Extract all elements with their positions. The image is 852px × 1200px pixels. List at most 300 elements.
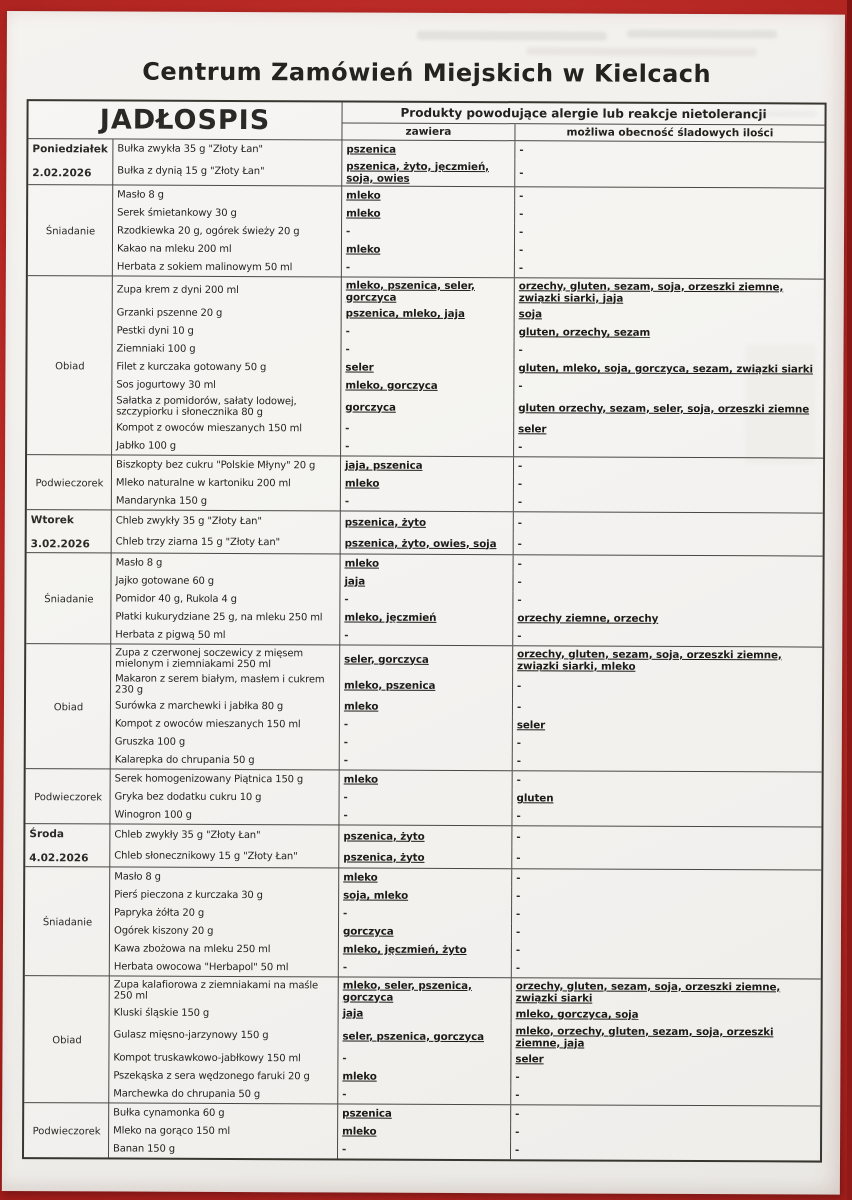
traces-cell xyxy=(515,223,824,242)
food-cell: Papryka żółta 20 g xyxy=(110,903,339,922)
menu-item-row xyxy=(112,436,823,457)
allergen-list: mleko xyxy=(346,189,381,202)
traces-cell xyxy=(515,278,824,306)
menu-item-row xyxy=(111,625,822,646)
contains-cell xyxy=(339,806,512,825)
contains-cell xyxy=(340,751,513,770)
meal-label: Śniadanie xyxy=(25,867,110,975)
contains-cell xyxy=(341,492,514,511)
food-cell: Kakao na mleku 200 ml xyxy=(113,239,342,258)
day-date: 3.02.2026 xyxy=(30,538,90,551)
contains-cell xyxy=(340,788,513,807)
no-allergen-dash: - xyxy=(343,736,349,749)
col-header-traces: możliwa obecność śladowych ilości xyxy=(566,126,774,140)
contains-cell xyxy=(339,958,512,977)
traces-cell xyxy=(515,323,824,342)
traces-cell xyxy=(515,141,824,160)
no-allergen-dash: - xyxy=(345,325,350,338)
no-allergen-dash: - xyxy=(516,755,521,768)
food-cell: Chleb zwykły 35 g "Złoty Łan" xyxy=(112,510,341,532)
traces-cell xyxy=(512,826,821,848)
no-allergen-dash: - xyxy=(517,537,522,550)
traces-cell xyxy=(513,646,822,674)
no-allergen-dash: - xyxy=(517,496,523,509)
traces-cell xyxy=(513,734,822,753)
food-cell: Zupa kalafiorowa z ziemniakami na maśle 250 ml xyxy=(110,976,339,1004)
allergen-list: seler xyxy=(345,361,374,374)
traces-cell xyxy=(513,609,822,628)
allergen-list: gorczyca xyxy=(345,400,396,414)
table-header xyxy=(28,101,824,142)
no-allergen-dash: - xyxy=(342,1052,347,1065)
menu-item-row xyxy=(110,976,821,1006)
meal-label: Obiad xyxy=(27,276,113,454)
meal-label: Obiad xyxy=(24,976,110,1102)
allergen-list: pszenica, żyto, owies, soja xyxy=(344,536,497,550)
day-header-cell xyxy=(28,139,113,184)
food-cell: Bułka zwykła 35 g "Złoty Łan" xyxy=(113,139,342,158)
contains-cell xyxy=(338,1022,511,1050)
menu-item-row xyxy=(113,157,824,187)
contains-cell xyxy=(341,554,514,573)
contains-cell xyxy=(341,419,514,438)
contains-cell xyxy=(342,158,515,186)
traces-cell xyxy=(513,789,822,808)
contains-cell xyxy=(341,511,514,533)
no-allergen-dash: - xyxy=(516,737,522,750)
contains-cell xyxy=(338,1140,511,1159)
meal-section xyxy=(25,768,821,826)
contains-cell xyxy=(339,940,512,959)
contains-cell xyxy=(342,140,515,159)
contains-cell xyxy=(342,222,515,241)
food-cell: Kalarepka do chrupania 50 g xyxy=(111,750,340,769)
traces-cell xyxy=(513,673,822,699)
contains-cell xyxy=(340,608,513,627)
food-cell: Ziemniaki 100 g xyxy=(112,339,341,358)
contains-cell xyxy=(341,358,514,377)
traces-cell xyxy=(515,205,824,224)
food-cell: Masło 8 g xyxy=(113,185,342,204)
food-cell: Banan 150 g xyxy=(109,1139,338,1158)
food-cell: Masło 8 g xyxy=(110,867,339,886)
meal-section xyxy=(26,552,822,646)
traces-cell xyxy=(512,905,821,924)
contains-cell xyxy=(339,868,512,887)
menu-item-row xyxy=(110,805,821,826)
allergen-list: pszenica xyxy=(342,1107,392,1120)
allergen-list: orzechy ziemne, orzechy xyxy=(517,612,659,625)
no-allergen-dash: - xyxy=(343,907,348,920)
contains-cell xyxy=(340,645,513,673)
allergen-list: mleko xyxy=(342,1070,377,1083)
traces-cell xyxy=(512,887,821,906)
allergen-list: seler, pszenica, gorczyca xyxy=(342,1029,485,1043)
allergen-list: soja, mleko xyxy=(343,889,409,902)
contains-cell xyxy=(341,474,514,493)
bleed-through-mark xyxy=(417,31,607,41)
food-cell: Pestki dyni 10 g xyxy=(113,321,342,340)
allergen-list: orzechy, gluten, sezam, soja, orzeszki ziemne, związki siarki xyxy=(515,979,781,1005)
food-cell: Pierś pieczona z kurczaka 30 g xyxy=(110,885,339,904)
menu-table xyxy=(22,99,827,1162)
traces-cell xyxy=(513,698,822,717)
no-allergen-dash: - xyxy=(517,576,522,589)
day-section xyxy=(28,139,824,187)
contains-cell xyxy=(339,1004,512,1023)
contains-cell xyxy=(339,922,512,941)
traces-cell xyxy=(514,395,823,421)
food-cell: Mleko naturalne w kartoniku 200 ml xyxy=(112,473,341,492)
menu-item-row xyxy=(112,491,823,512)
no-allergen-dash: - xyxy=(516,872,521,885)
traces-cell xyxy=(512,807,821,826)
menu-item-row xyxy=(109,1084,820,1105)
allergen-list: mleko, gorczyca xyxy=(345,379,438,392)
contains-cell xyxy=(341,437,514,456)
contains-cell xyxy=(339,825,512,847)
table-title: JADŁOSPIS xyxy=(28,101,342,139)
traces-cell xyxy=(511,1050,820,1069)
no-allergen-dash: - xyxy=(515,962,521,975)
food-cell: Chleb słonecznikowy 15 g "Złoty Łan" xyxy=(110,845,339,867)
contains-cell xyxy=(339,846,512,868)
section-rows xyxy=(112,455,823,512)
contains-cell xyxy=(341,376,514,395)
meal-section xyxy=(25,866,821,978)
no-allergen-dash: - xyxy=(517,516,522,529)
traces-cell xyxy=(515,187,824,206)
contains-cell xyxy=(341,532,514,554)
no-allergen-dash: - xyxy=(342,1143,347,1156)
contains-cell xyxy=(340,672,513,698)
traces-cell xyxy=(512,978,821,1006)
contains-cell xyxy=(339,904,512,923)
section-rows xyxy=(112,276,824,457)
meal-label: Podwieczorek xyxy=(27,455,112,509)
no-allergen-dash: - xyxy=(516,774,521,787)
food-cell: Sos jogurtowy 30 ml xyxy=(112,375,341,394)
section-rows xyxy=(110,769,821,826)
allergen-list: mleko, orzechy, gluten, sezam, soja, orzeszki ziemne, jaja xyxy=(515,1024,774,1050)
food-cell: Kompot z owoców mieszanych 150 ml xyxy=(112,418,341,437)
section-rows xyxy=(110,824,821,869)
col-header-contains: zawiera xyxy=(342,123,515,140)
allergen-list: mleko xyxy=(345,243,381,256)
meal-label: Śniadanie xyxy=(26,553,111,643)
contains-cell xyxy=(342,186,515,205)
allergen-list: mleko xyxy=(346,207,381,220)
menu-item-row xyxy=(112,531,823,555)
no-allergen-dash: - xyxy=(517,558,522,571)
food-cell: Serek śmietankowy 30 g xyxy=(113,203,342,222)
contains-cell xyxy=(338,1049,511,1068)
allergen-list: seler xyxy=(515,1053,544,1066)
traces-cell xyxy=(514,475,823,494)
food-cell: Sałatka z pomidorów, sałaty lodowej, szczypiorku i słonecznika 80 g xyxy=(112,393,341,419)
allergen-list: jaja xyxy=(342,1007,364,1020)
no-allergen-dash: - xyxy=(343,754,348,767)
allergen-list: orzechy, gluten, sezam, soja, orzeszki ziemne, związki siarki, jaja xyxy=(518,279,784,305)
food-cell: Kluski śląskie 150 g xyxy=(110,1003,339,1022)
food-cell: Zupa krem z dyni 200 ml xyxy=(113,276,342,304)
allergen-list: mleko, seler, pszenica, gorczyca xyxy=(342,978,472,1004)
allergen-list: mleko, pszenica xyxy=(344,678,436,692)
traces-cell xyxy=(512,869,821,888)
food-cell: Chleb zwykły 35 g "Złoty Łan" xyxy=(110,824,339,846)
section-rows xyxy=(110,867,821,978)
food-cell: Gulasz mięsno-jarzynowy 150 g xyxy=(109,1021,338,1049)
meal-label: Podwieczorek xyxy=(25,769,110,823)
food-cell: Pszekąska z sera wędzonego faruki 20 g xyxy=(109,1066,338,1085)
no-allergen-dash: - xyxy=(516,851,521,864)
bleed-through-mark xyxy=(627,30,777,39)
contains-cell xyxy=(338,1122,511,1141)
no-allergen-dash: - xyxy=(518,344,523,357)
day-date: 4.02.2026 xyxy=(29,852,89,865)
food-cell: Jabłko 100 g xyxy=(112,436,341,455)
no-allergen-dash: - xyxy=(344,629,349,642)
section-rows xyxy=(111,644,823,771)
traces-cell xyxy=(514,438,823,457)
section-rows xyxy=(109,976,821,1105)
no-allergen-dash: - xyxy=(518,262,524,275)
no-allergen-dash: - xyxy=(518,441,523,454)
traces-cell xyxy=(513,752,822,771)
allergen-list: pszenica, mleko, jaja xyxy=(345,307,465,321)
traces-cell xyxy=(513,573,822,592)
food-cell: Ogórek kiszony 20 g xyxy=(110,921,339,940)
contains-cell xyxy=(338,1067,511,1086)
contains-cell xyxy=(342,258,515,277)
no-allergen-dash: - xyxy=(519,208,524,221)
no-allergen-dash: - xyxy=(515,1126,520,1139)
no-allergen-dash: - xyxy=(516,701,522,714)
traces-cell xyxy=(512,1005,821,1024)
contains-cell xyxy=(342,277,515,305)
no-allergen-dash: - xyxy=(515,1108,520,1121)
contains-cell xyxy=(340,770,513,789)
contains-cell xyxy=(338,1104,511,1123)
food-cell: Gruszka 100 g xyxy=(111,732,340,751)
no-allergen-dash: - xyxy=(343,809,348,822)
no-allergen-dash: - xyxy=(344,495,350,508)
contains-cell xyxy=(341,340,514,359)
menu-table-body xyxy=(24,139,824,1160)
traces-cell xyxy=(514,420,823,439)
traces-cell xyxy=(514,341,823,360)
food-cell: Serek homogenizowany Piątnica 150 g xyxy=(111,769,340,788)
food-cell: Kompot z owoców mieszanych 150 ml xyxy=(111,714,340,733)
no-allergen-dash: - xyxy=(343,791,348,804)
menu-item-row xyxy=(111,671,822,699)
contains-cell xyxy=(342,240,515,259)
contains-cell xyxy=(340,590,513,609)
contains-cell xyxy=(340,697,513,716)
allergen-list: mleko xyxy=(343,700,379,713)
no-allergen-dash: - xyxy=(517,460,523,473)
food-cell: Płatki kukurydziane 25 g, na mleku 250 ml xyxy=(111,607,340,626)
bleed-through-mark xyxy=(527,47,757,56)
food-cell: Gryka bez dodatku cukru 10 g xyxy=(111,787,340,806)
no-allergen-dash: - xyxy=(342,1088,347,1101)
no-allergen-dash: - xyxy=(517,630,522,643)
traces-cell xyxy=(514,533,823,555)
food-cell: Chleb trzy ziarna 15 g "Złoty Łan" xyxy=(112,531,341,553)
meal-section xyxy=(28,184,824,278)
contains-cell xyxy=(338,1085,511,1104)
allergen-list: seler xyxy=(518,423,547,436)
allergen-list: jaja xyxy=(344,575,366,588)
food-cell: Biszkopty bez cukru "Polskie Młyny" 20 g xyxy=(112,455,341,474)
contains-cell xyxy=(340,733,513,752)
traces-cell xyxy=(513,591,822,610)
traces-cell xyxy=(512,847,821,869)
allergen-list: mleko xyxy=(344,557,380,570)
paper-sheet xyxy=(2,11,845,1195)
allergen-list: seler, gorczyca xyxy=(344,652,429,666)
allergen-list: jaja, pszenica xyxy=(344,459,423,472)
allergen-list: pszenica, żyto, jęczmień, soja, owies xyxy=(346,159,490,185)
traces-cell xyxy=(514,512,823,534)
food-cell: Bułka cynamonka 60 g xyxy=(109,1103,338,1122)
allergen-list: mleko xyxy=(342,1125,377,1138)
traces-cell xyxy=(514,457,823,476)
food-cell: Herbata z pigwą 50 ml xyxy=(111,625,340,644)
food-cell: Jajko gotowane 60 g xyxy=(111,571,340,590)
allergen-list: pszenica, żyto xyxy=(343,850,425,864)
allergen-list: soja xyxy=(518,308,542,321)
contains-cell xyxy=(342,204,515,223)
traces-cell xyxy=(514,555,823,574)
food-cell: Bułka z dynią 15 g "Złoty Łan" xyxy=(113,157,342,185)
food-cell: Makaron z serem białym, masłem i cukrem 230 g xyxy=(111,671,340,697)
traces-cell xyxy=(515,259,824,278)
food-cell: Marchewka do chrupania 50 g xyxy=(109,1084,338,1103)
food-cell: Rzodkiewka 20 g, ogórek świeży 20 g xyxy=(113,221,342,240)
contains-cell xyxy=(342,322,515,341)
contains-cell xyxy=(340,572,513,591)
no-allergen-dash: - xyxy=(519,226,524,239)
contains-cell xyxy=(339,886,512,905)
section-rows xyxy=(109,1103,820,1160)
allergy-header-group xyxy=(342,102,824,141)
allergen-list: gorczyca xyxy=(342,925,394,938)
meal-label: Obiad xyxy=(26,644,112,768)
menu-item-row xyxy=(111,644,822,674)
no-allergen-dash: - xyxy=(517,679,522,692)
day-name: Środa xyxy=(29,828,64,841)
traces-cell xyxy=(511,1023,820,1051)
page-title: Centrum Zamówień Miejskich w Kielcach xyxy=(142,57,712,89)
traces-cell xyxy=(515,159,824,187)
traces-cell xyxy=(513,627,822,646)
traces-cell xyxy=(515,305,824,324)
no-allergen-dash: - xyxy=(519,144,524,157)
allergen-list: mleko, jęczmień, żyto xyxy=(342,943,467,957)
traces-cell xyxy=(511,1068,820,1087)
meal-section xyxy=(27,275,824,457)
no-allergen-dash: - xyxy=(516,830,521,843)
allergy-header: Produkty powodujące alergie lub reakcje nietolerancji xyxy=(343,102,825,125)
food-cell: Filet z kurczaka gotowany 50 g xyxy=(112,357,341,376)
day-section xyxy=(27,509,823,555)
no-allergen-dash: - xyxy=(515,1089,520,1102)
contains-cell xyxy=(339,977,512,1005)
no-allergen-dash: - xyxy=(515,1071,520,1084)
no-allergen-dash: - xyxy=(517,594,522,607)
contains-cell xyxy=(340,626,513,645)
food-cell: Surówka z marchewki i jabłka 80 g xyxy=(111,696,340,715)
food-cell: Herbata owocowa "Herbapol" 50 ml xyxy=(110,957,339,976)
meal-label: Podwieczorek xyxy=(24,1103,109,1157)
contains-cell xyxy=(341,456,514,475)
allergen-list: mleko, jęczmień xyxy=(344,611,437,624)
contains-cell xyxy=(342,304,515,323)
traces-cell xyxy=(515,241,824,260)
no-allergen-dash: - xyxy=(346,225,351,238)
food-cell: Winogron 100 g xyxy=(110,805,339,824)
allergen-list: seler xyxy=(516,719,546,732)
traces-cell xyxy=(514,377,823,396)
no-allergen-dash: - xyxy=(515,944,521,957)
food-cell: Zupa z czerwonej soczewicy z mięsem mielonym i ziemniakami 250 ml xyxy=(111,644,340,672)
food-cell: Herbata z sokiem malinowym 50 ml xyxy=(113,257,342,276)
allergen-list: mleko xyxy=(343,773,379,786)
menu-item-row xyxy=(113,276,824,306)
day-name: Poniedziałek xyxy=(32,143,108,156)
allergen-list: gluten, orzechy, sezam xyxy=(518,326,651,339)
day-section xyxy=(25,823,821,869)
section-rows xyxy=(112,510,823,555)
allergen-list: mleko xyxy=(343,871,378,884)
no-allergen-dash: - xyxy=(515,1144,520,1157)
menu-item-row xyxy=(109,1021,820,1051)
menu-item-row xyxy=(110,845,821,869)
no-allergen-dash: - xyxy=(345,343,350,356)
contains-cell xyxy=(341,394,514,420)
no-allergen-dash: - xyxy=(342,961,348,974)
allergen-list: orzechy, gluten, sezam, soja, orzeszki ziemne, związki siarki, mleko xyxy=(517,647,782,673)
menu-item-row xyxy=(113,257,824,278)
no-allergen-dash: - xyxy=(517,478,523,491)
allergen-list: gluten, mleko, soja, gorczyca, sezam, związki siarki xyxy=(518,362,813,376)
food-cell: Kompot truskawkowo-jabłkowy 150 ml xyxy=(109,1048,338,1067)
traces-cell xyxy=(511,1123,820,1142)
traces-cell xyxy=(511,1086,820,1105)
allergen-list: mleko, pszenica, seler, gorczyca xyxy=(345,278,475,304)
meal-section xyxy=(26,643,823,771)
food-cell: Grzanki pszenne 20 g xyxy=(113,303,342,322)
no-allergen-dash: - xyxy=(343,718,349,731)
traces-cell xyxy=(511,1105,820,1124)
no-allergen-dash: - xyxy=(344,593,349,606)
allergen-list: mleko xyxy=(344,477,380,490)
day-name: Wtorek xyxy=(30,514,74,527)
traces-cell xyxy=(512,923,821,942)
section-rows xyxy=(113,185,824,278)
traces-cell xyxy=(511,1141,820,1160)
traces-cell xyxy=(512,959,821,978)
contains-cell xyxy=(340,715,513,734)
food-cell: Pomidor 40 g, Rukola 4 g xyxy=(111,589,340,608)
allergen-list: gluten orzechy, sezam, seler, soja, orzeszki ziemne xyxy=(518,401,810,416)
section-rows xyxy=(111,553,822,646)
no-allergen-dash: - xyxy=(345,422,350,435)
day-date: 2.02.2026 xyxy=(32,167,92,180)
allergy-subheaders xyxy=(342,123,824,141)
menu-item-row xyxy=(112,393,823,421)
